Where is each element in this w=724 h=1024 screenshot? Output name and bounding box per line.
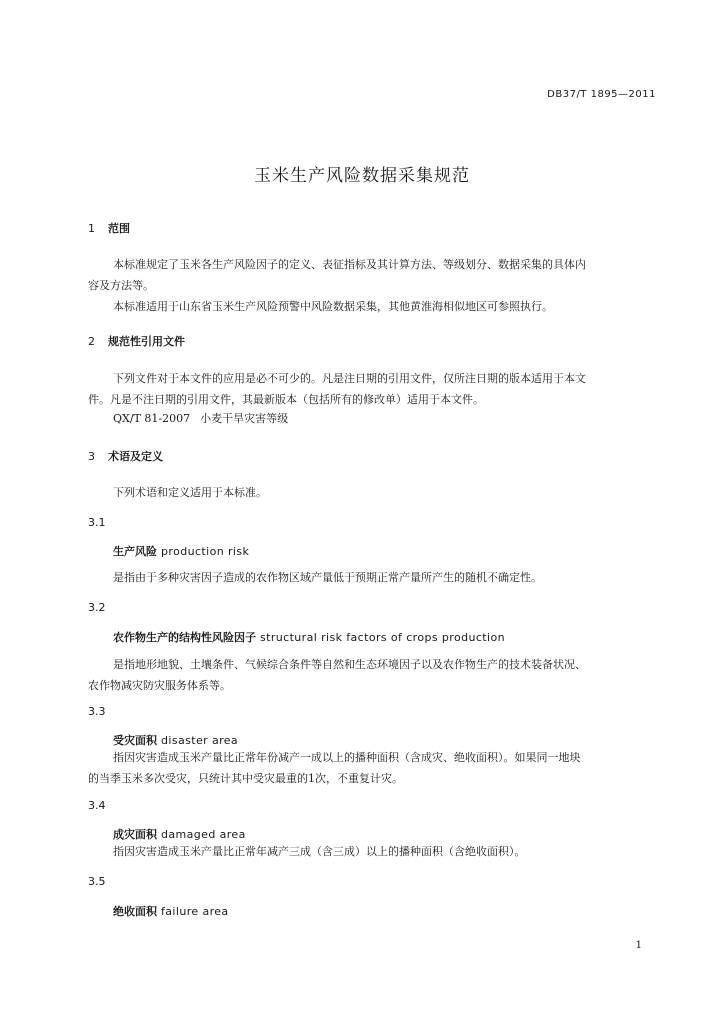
text-line: 容及方法等。 xyxy=(88,279,154,292)
term-en: production risk xyxy=(161,545,250,558)
reference-title: 小麦干旱灾害等级 xyxy=(200,412,289,425)
page-number: 1 xyxy=(635,940,642,951)
section-title: 范围 xyxy=(108,222,130,235)
section-number: 3 xyxy=(88,450,95,463)
normative-reference xyxy=(113,410,288,426)
section-title: 术语及定义 xyxy=(108,450,163,463)
term-definition xyxy=(88,567,658,588)
term-zh: 生产风险 xyxy=(113,545,157,558)
term-definition xyxy=(88,841,658,862)
term-name xyxy=(113,543,249,559)
term-en: disaster area xyxy=(161,734,239,747)
section-1-heading xyxy=(88,220,130,236)
standard-code: DB37/T 1895—2011 xyxy=(547,89,656,100)
term-en: structural risk factors of crops production xyxy=(260,631,505,644)
term-name xyxy=(113,629,505,645)
term-number: 3.3 xyxy=(88,705,106,718)
text-line: 是指由于多种灾害因子造成的农作物区域产量低于预期正常产量所产生的随机不确定性。 xyxy=(113,571,542,584)
term-zh: 农作物生产的结构性风险因子 xyxy=(113,631,256,644)
term-number: 3.2 xyxy=(88,601,106,614)
text-line: 下列术语和定义适用于本标准。 xyxy=(113,486,267,499)
section-title: 规范性引用文件 xyxy=(108,335,185,348)
term-zh: 受灾面积 xyxy=(113,734,157,747)
text-line: 本标准适用于山东省玉米生产风险预警中风险数据采集，其他黄淮海相似地区可参照执行。 xyxy=(113,300,553,313)
term-number: 3.4 xyxy=(88,799,106,812)
term-number: 3.5 xyxy=(88,875,106,888)
text-line: 农作物减灾防灾服务体系等。 xyxy=(88,679,231,692)
text-line: 是指地形地貌、土壤条件、气候综合条件等自然和生态环境因子以及农作物生产的技术装备状况、 xyxy=(113,658,586,671)
text-line: 件。凡是不注日期的引用文件，其最新版本（包括所有的修改单）适用于本文件。 xyxy=(88,393,484,406)
section-1-paragraph xyxy=(88,254,658,317)
text-line: 指因灾害造成玉米产量比正常年份减产一成以上的播种面积（含成灾、绝收面积）。如果同一地块 xyxy=(113,751,581,764)
term-en: failure area xyxy=(161,905,229,918)
text-line: 本标准规定了玉米各生产风险因子的定义、表征指标及其计算方法、等级划分、数据采集的具体内 xyxy=(113,258,586,271)
term-en: damaged area xyxy=(161,828,246,841)
term-name xyxy=(113,826,246,842)
document-title: 玉米生产风险数据采集规范 xyxy=(254,166,470,186)
section-3-intro xyxy=(88,482,658,503)
section-2-paragraph xyxy=(88,368,658,410)
section-number: 2 xyxy=(88,335,95,348)
text-line: 的当季玉米多次受灾，只统计其中受灾最重的1次，不重复计灾。 xyxy=(88,772,403,785)
section-2-heading xyxy=(88,333,185,349)
term-name xyxy=(113,903,229,919)
term-definition xyxy=(88,654,658,696)
reference-code: QX/T 81-2007 xyxy=(113,412,191,425)
term-name xyxy=(113,732,238,748)
term-zh: 绝收面积 xyxy=(113,905,157,918)
section-number: 1 xyxy=(88,222,95,235)
term-zh: 成灾面积 xyxy=(113,828,157,841)
text-line: 下列文件对于本文件的应用是必不可少的。凡是注日期的引用文件，仅所注日期的版本适用于本文 xyxy=(113,372,586,385)
term-number: 3.1 xyxy=(88,516,106,529)
text-line: 指因灾害造成玉米产量比正常年减产三成（含三成）以上的播种面积（含绝收面积）。 xyxy=(113,845,526,858)
term-definition xyxy=(88,747,658,789)
section-3-heading xyxy=(88,448,163,464)
